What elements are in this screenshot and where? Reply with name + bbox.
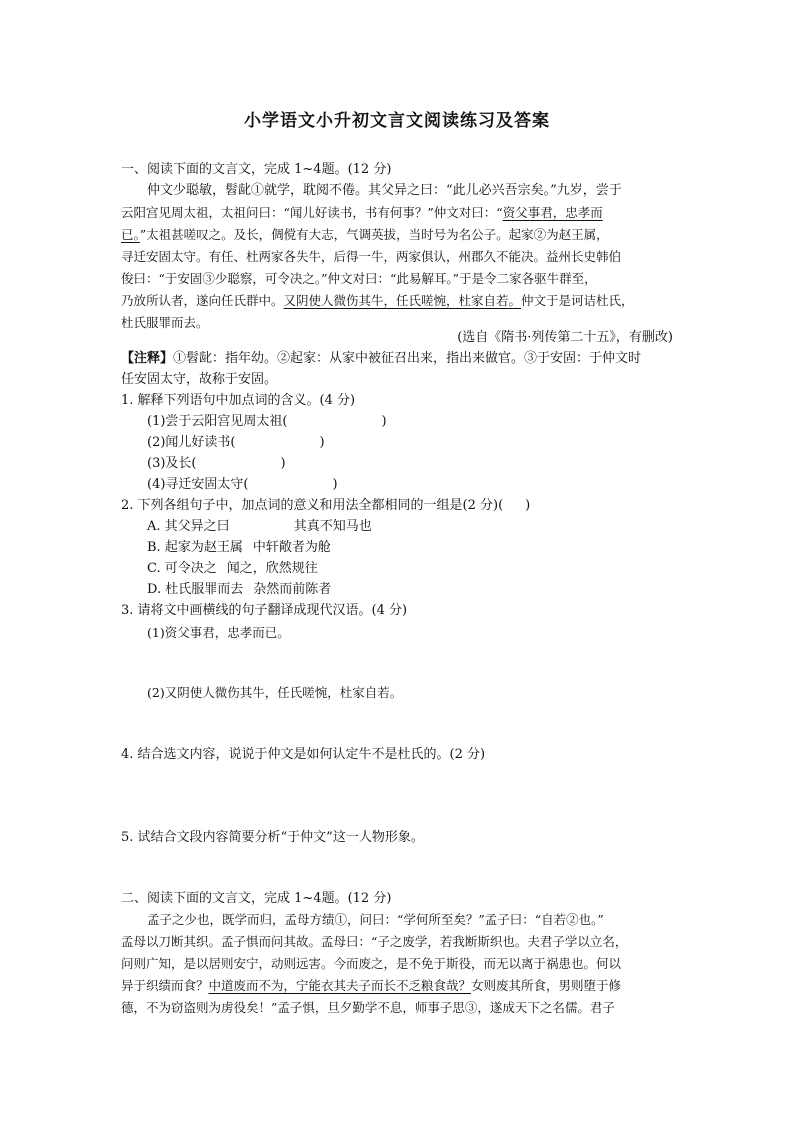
- question-4: 4. 结合选文内容，说说于仲文是如何认定牛不是杜氏的。(2 分): [121, 747, 486, 762]
- q2-option-a: A. 其父异之曰 其真不知马也: [147, 519, 372, 534]
- passage2-line: 问则广知，是以居则安宁，动则远害。今而废之，是不免于斯役，而无以离于祸患也。何以: [121, 956, 622, 971]
- underlined-sentence: 已。: [121, 227, 140, 242]
- passage1-line: 俊曰：“于安固③少聪察，可令决之。”仲文对曰：“此易解耳。”于是令二家各驱牛群至，: [121, 271, 597, 286]
- source-citation: (选自《隋书·列传第二十五》，有删改): [457, 330, 673, 345]
- passage1-line: 寻迁安固太守。有任、杜两家各失牛，后得一牛，两家俱认，州郡久不能决。益州长史韩伯: [121, 249, 622, 264]
- section2-heading: 二、阅读下面的文言文，完成 1~4题。(12 分): [121, 891, 392, 906]
- underlined-sentence: 中道废而不为，宁能衣其夫子而长不乏粮食哉？: [208, 978, 472, 993]
- q2-option-b: B. 起家为赵王属 中轩敞者为舱: [147, 540, 331, 555]
- underlined-sentence: 又阴使人微伤其牛，任氏嗟惋，杜家自若。: [283, 293, 522, 308]
- passage2-line: 孟母以刀断其织。孟子惧而问其故。孟母曰：“子之废学，若我断斯织也。夫君子学以立名，: [121, 934, 628, 949]
- passage1-line: 已。”太祖甚嗟叹之。及长，倜傥有大志，气调英拔，当时号为名公子。起家②为赵王属，: [121, 227, 609, 242]
- passage1-line: 仲文少聪敏，髫龀①就学，耽阅不倦。其父异之曰：“此儿必兴吾宗矣。”九岁，尝于: [147, 183, 622, 198]
- question-2: 2. 下列各组句子中，加点词的意义和用法全都相同的一组是(2 分)( ): [121, 498, 531, 513]
- page-title: 小学语文小升初文言文阅读练习及答案: [244, 111, 550, 131]
- q3-sentence-1: (1)资父事君，忠孝而已。: [147, 625, 290, 640]
- q1-item: (2)闻儿好读书( ): [147, 435, 325, 450]
- question-3: 3. 请将文中画横线的句子翻译成现代汉语。(4 分): [121, 603, 408, 618]
- passage1-line: 云阳宫见周太祖，太祖问曰：“闻儿好读书，书有何事？”仲文对曰：“资父事君，忠孝而: [121, 205, 603, 220]
- passage2-line: 孟子之少也，既学而归，孟母方绩①，问曰：“学何所至矣？”孟子曰：“自若②也。”: [147, 912, 604, 927]
- note-line: 【注释】①髫龀：指年幼。②起家：从家中被征召出来，指出来做官。③于安固：于仲文时: [121, 351, 642, 366]
- passage1-line: 杜氏服罪而去。: [121, 315, 209, 330]
- passage2-line: 德，不为窃盗则为虏役矣！”孟子惧，旦夕勤学不息，师事子思③，遂成天下之名儒。君子: [121, 1000, 615, 1015]
- question-5: 5. 试结合文段内容简要分析“于仲文”这一人物形象。: [121, 830, 424, 845]
- q2-option-d: D. 杜氏服罪而去 杂然而前陈者: [147, 582, 332, 597]
- section1-heading: 一、阅读下面的文言文，完成 1~4题。(12 分): [121, 162, 392, 177]
- q1-item: (1)尝于云阳宫见周太祖( ): [147, 414, 387, 429]
- q1-item: (3)及长( ): [147, 456, 286, 471]
- note-line: 任安固太守，故称于安固。: [121, 372, 278, 387]
- q2-option-c: C. 可令决之 闻之，欣然规往: [147, 561, 318, 576]
- q1-item: (4)寻迁安固太守( ): [147, 477, 338, 492]
- passage2-line: 异于织绩而食？中道废而不为，宁能衣其夫子而长不乏粮食哉？女则废其所食，男则堕于修: [121, 978, 622, 993]
- q3-sentence-2: (2)又阴使人微伤其牛，任氏嗟惋，杜家自若。: [147, 685, 403, 700]
- underlined-sentence: 资父事君，忠孝而: [502, 205, 603, 220]
- passage1-line: 乃放所认者，遂向任氏群中。又阴使人微伤其牛，任氏嗟惋，杜家自若。仲文于是诃诘杜氏，: [121, 293, 634, 308]
- note-label: 【注释】: [121, 351, 174, 366]
- question-1: 1. 解释下列语句中加点词的含义。(4 分): [121, 393, 356, 408]
